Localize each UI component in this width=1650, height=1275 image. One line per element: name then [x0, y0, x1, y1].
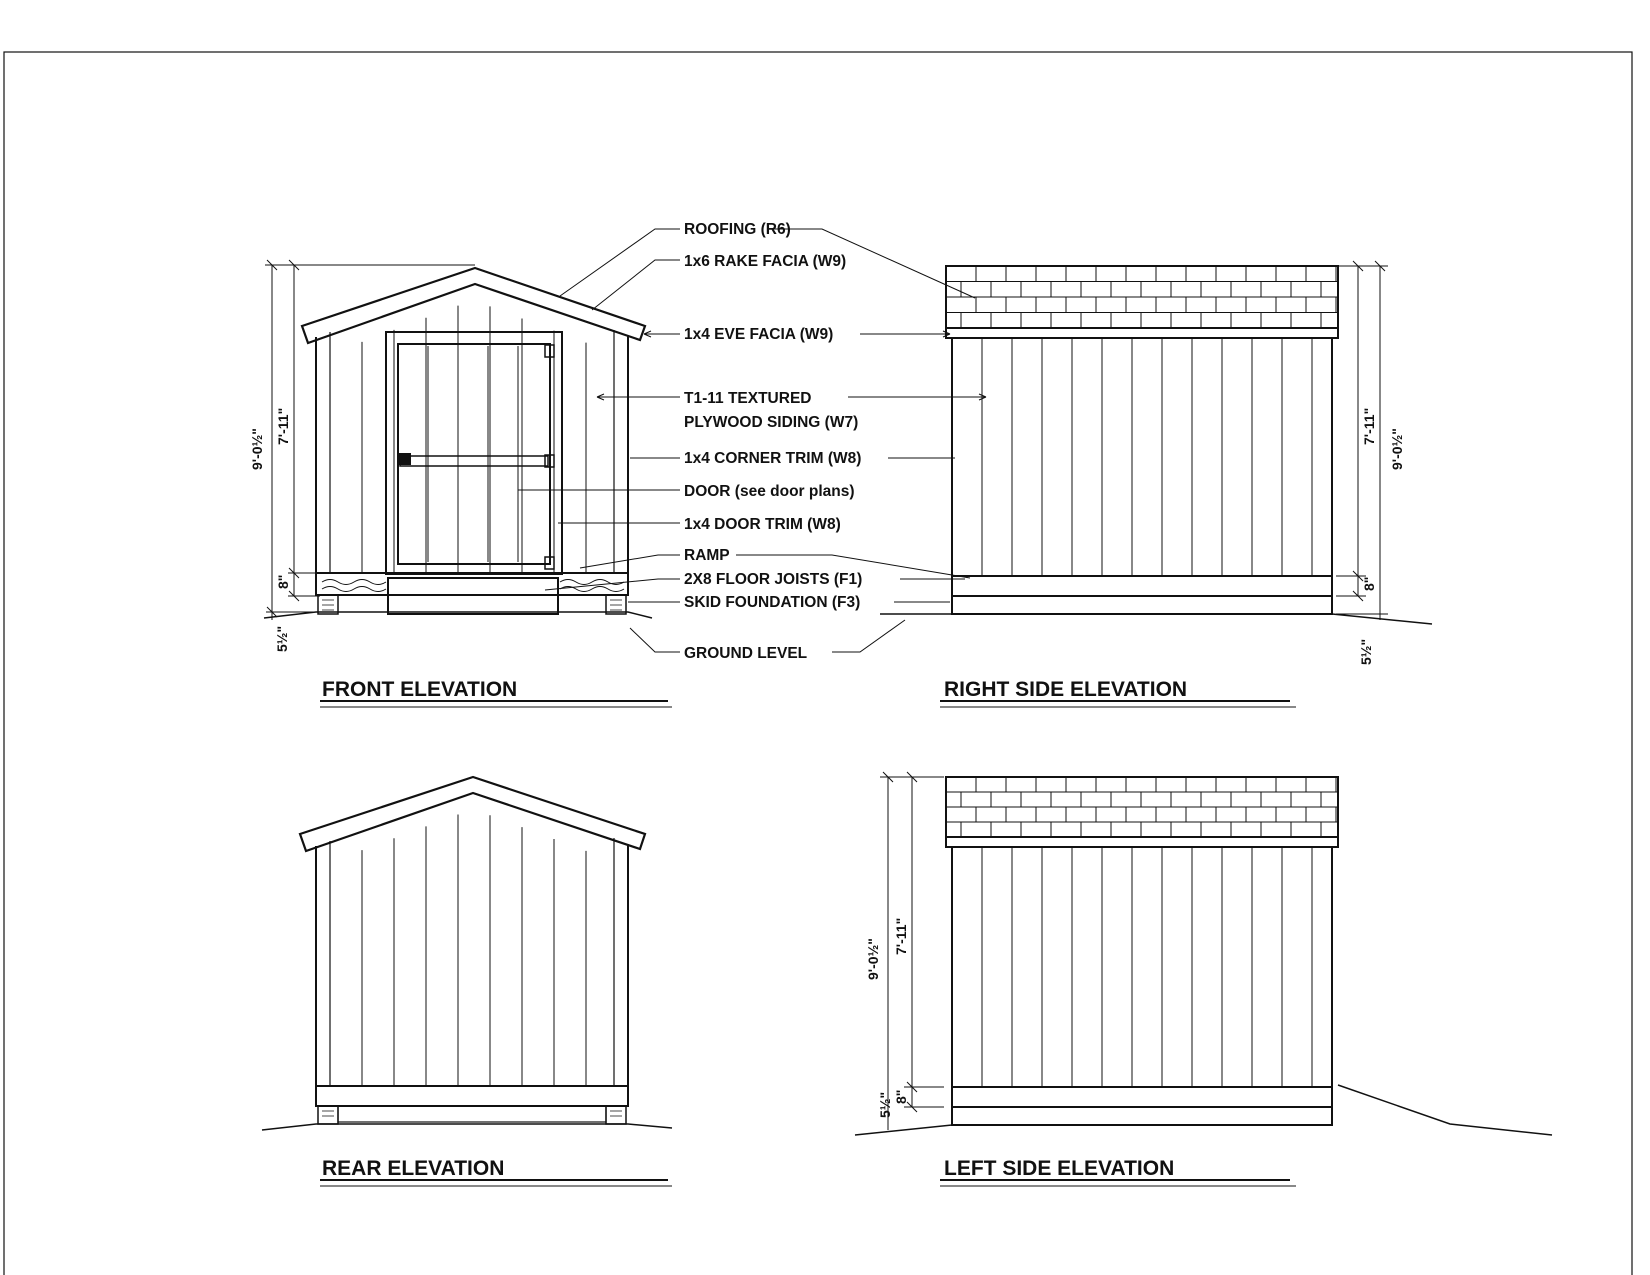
door-crossbar: [400, 456, 548, 466]
right-ground-line: [880, 614, 1432, 624]
left-dim-overall: 9'-0½": [865, 938, 881, 980]
rear-elevation: [262, 777, 672, 1186]
rear-skid-left: [318, 1106, 338, 1124]
rear-roof-rake: [300, 777, 645, 851]
left-elevation-title: LEFT SIDE ELEVATION: [944, 1157, 1175, 1180]
door-latch-icon: [399, 453, 411, 465]
left-siding-grooves: [982, 847, 1312, 1087]
rear-elevation-title: REAR ELEVATION: [322, 1157, 505, 1180]
front-elevation: [249, 260, 672, 707]
left-wall: [952, 847, 1332, 1087]
left-eve-facia: [946, 837, 1338, 847]
left-ground-line: [855, 1125, 1332, 1135]
left-skid-band: [952, 1107, 1332, 1125]
callout-corner-trim: 1x4 CORNER TRIM (W8): [684, 450, 862, 467]
callout-roofing: ROOFING (R6): [684, 221, 791, 238]
left-shingle-pattern: [946, 777, 1338, 837]
callout-rake-facia: 1x6 RAKE FACIA (W9): [684, 253, 847, 270]
front-door: [398, 344, 550, 564]
rear-skid-right: [606, 1106, 626, 1124]
right-dim-overall: 9'-0½": [1389, 428, 1405, 470]
rear-ground-line: [262, 1124, 672, 1130]
front-skid-left: [318, 595, 338, 614]
right-siding-grooves: [982, 338, 1312, 576]
callout-door: DOOR (see door plans): [684, 483, 855, 500]
callout-eve-facia: 1x4 EVE FACIA (W9): [684, 326, 834, 343]
callout-ramp: RAMP: [684, 547, 730, 564]
front-siding-grooves: [362, 306, 586, 573]
sheet-border: [4, 52, 1632, 1275]
right-wall: [952, 338, 1332, 576]
callout-skid-foundation: SKID FOUNDATION (F3): [684, 594, 861, 611]
callout-siding-2: PLYWOOD SIDING (W7): [684, 414, 859, 431]
left-dim-wall: 7'-11": [893, 917, 909, 955]
front-dimensions: [265, 260, 475, 620]
right-eve-facia: [946, 328, 1338, 338]
rear-floor-band: [316, 1086, 628, 1106]
front-elevation-title: FRONT ELEVATION: [322, 678, 518, 701]
right-elevation-title: RIGHT SIDE ELEVATION: [944, 678, 1188, 701]
right-skid-band: [952, 596, 1332, 614]
rear-wall-outline: [316, 844, 628, 1086]
callout-ground-level: GROUND LEVEL: [684, 645, 808, 662]
front-dim-wall: 7'-11": [275, 407, 291, 445]
rear-siding-grooves: [362, 815, 586, 1086]
front-wall-outline: [316, 335, 628, 573]
front-skid-right: [606, 595, 626, 614]
front-dim-floor: 8": [275, 574, 291, 589]
callout-siding-1: T1-11 TEXTURED: [684, 390, 812, 407]
callout-leaders: [518, 229, 986, 652]
right-shingle-pattern: [946, 266, 1338, 328]
left-dim-skid: 5½": [877, 1091, 893, 1118]
front-dim-skid: 5½": [274, 625, 290, 652]
callout-floor-joists: 2X8 FLOOR JOISTS (F1): [684, 571, 863, 588]
left-dim-floor: 8": [893, 1089, 909, 1104]
right-dim-wall: 7'-11": [1361, 407, 1377, 445]
front-door-trim: [386, 332, 562, 574]
left-floor-band: [952, 1087, 1332, 1107]
right-floor-band: [952, 576, 1332, 596]
front-dim-overall: 9'-0½": [249, 428, 265, 470]
left-dimensions: [880, 772, 944, 1130]
right-dim-skid: 5½": [1358, 638, 1374, 665]
left-side-elevation: [855, 772, 1552, 1186]
door-planks: [428, 346, 518, 562]
callout-labels: [684, 221, 862, 662]
left-ramp-slope: [1338, 1085, 1552, 1135]
callout-door-trim: 1x4 DOOR TRIM (W8): [684, 516, 841, 533]
right-side-elevation: [880, 261, 1432, 707]
right-dim-floor: 8": [1361, 576, 1377, 591]
